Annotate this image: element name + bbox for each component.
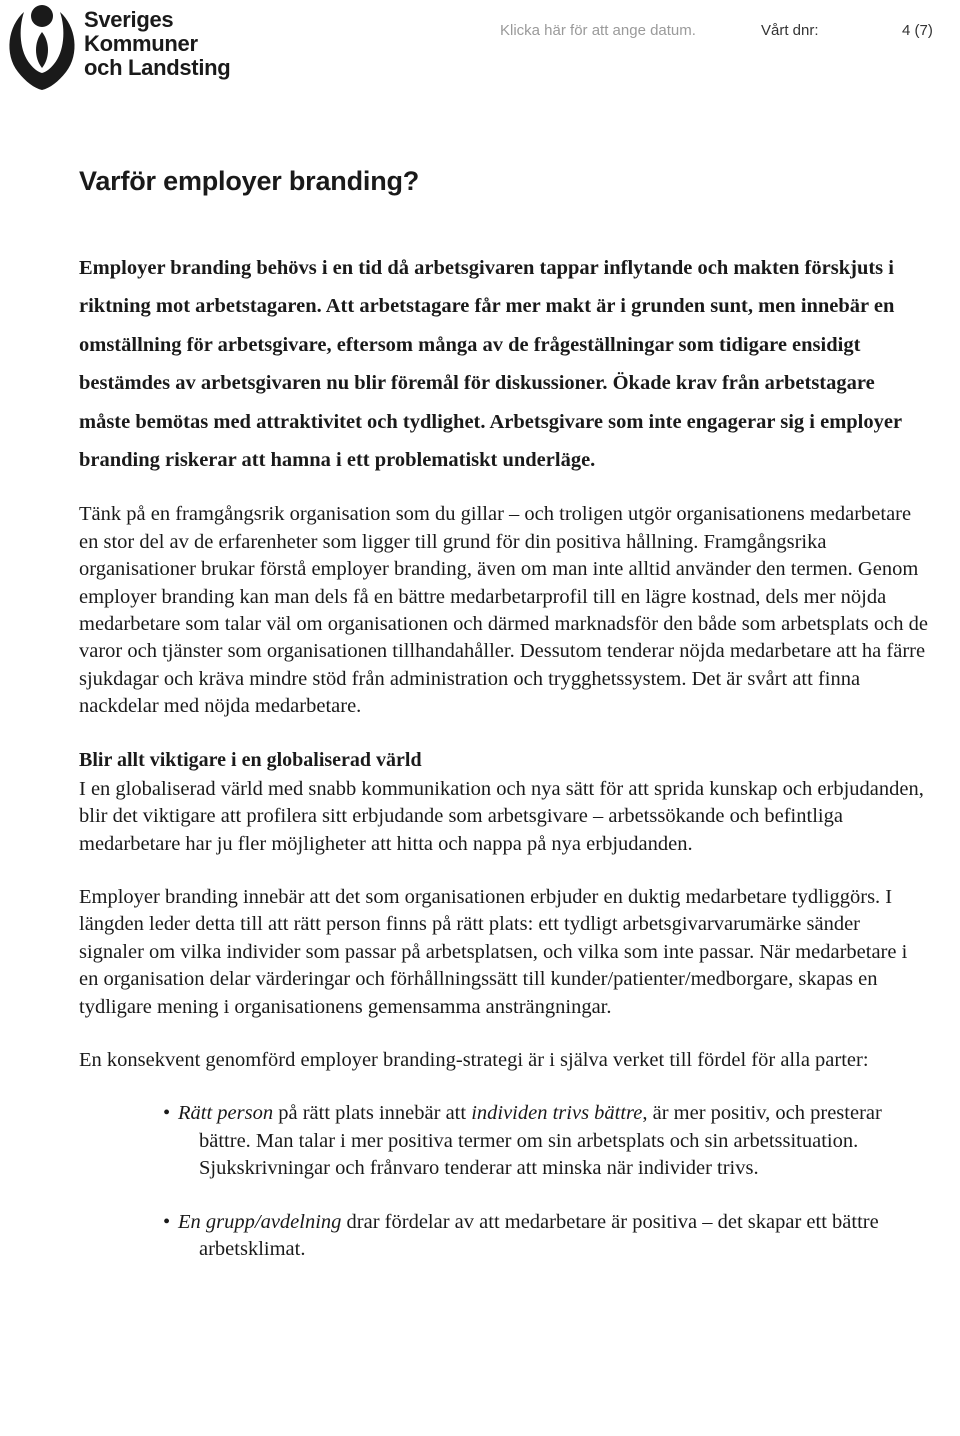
bullet-icon: • (163, 1210, 171, 1233)
bullet-icon: • (163, 1102, 171, 1125)
bullet-text: drar fördelar av att medarbetare är positiva – det skapar ett bättre arbetsklimat. (199, 1210, 879, 1260)
logo-figure-icon (4, 2, 80, 92)
date-field[interactable]: Klicka här för att ange datum. (500, 22, 696, 39)
list-item (163, 1209, 929, 1264)
logo-line-1: Sveriges (84, 7, 174, 32)
diary-number-label: Vårt dnr: (761, 22, 819, 39)
bullet-text: på rätt plats innebär att (273, 1102, 472, 1125)
bullet-list (79, 1100, 929, 1263)
bullet-text: , är mer positiv, och presterar bättre. Man talar i mer positiva termer om sin arbetsplats och sin arbetssituation. Sjukskrivningar och frånvaro tenderar att minska när individer trivs. (199, 1102, 882, 1180)
logo-line-3: och Landsting (84, 55, 231, 80)
paragraph-4: En konsekvent genomförd employer branding-strategi är i själva verket till fördel för alla parter: (79, 1048, 869, 1071)
paragraph-3: Employer branding innebär att det som organisationen erbjuder en duktig medarbetare tydliggörs. I längden leder detta till att rätt person finns på rätt plats: ett tydligt arbetsgivarvarumärke sänder signaler om vilka individer som passar på arbetsplatsen, och vilka som inte passar. När medarbetare i en organisation delar värderingar och förhållningssätt till kunder/patienter/medborgare, skapas en tydligare mening i organisationens gemensamma ansträngningar. (79, 885, 908, 1018)
paragraph-1: Tänk på en framgångsrik organisation som du gillar – och troligen utgör organisationens medarbetare en stor del av de erfarenheter som ligger till grund för din positiva hållning. Framgångsrika organisationer brukar förstå employer branding, även om man inte alltid använder den termen. Genom employer branding kan man dels få en bättre medarbetarprofil till en lägre kostnad, dels mer nöjda medarbetare som talar väl om organisationen och därmed marknadsför den både som arbetsplats och de varor och tjänster som organisationen tillhandahåller. Dessutom tenderar nöjda medarbetare att ha färre sjukdagar och kräva mindre stöd från administration och trygghetssystem. Det är svårt att finna nackdelar med nöjda medarbetare. (79, 503, 928, 718)
bullet-lead: Rätt person (178, 1102, 274, 1125)
paragraph-2: I en globaliserad värld med snabb kommunikation och nya sätt för att sprida kunskap och erbjudanden, blir det viktigare att profilera sitt erbjudande som arbetsgivare – arbetssökande och befintliga medarbetare har ju fler möjligheter att hitta och nappa på nya erbjudanden. (79, 777, 924, 855)
list-item (163, 1100, 929, 1182)
page-number: 4 (7) (902, 22, 933, 39)
bullet-lead: En grupp/avdelning (178, 1210, 342, 1233)
intro-paragraph: Employer branding behövs i en tid då arbetsgivaren tappar inflytande och makten förskjuts i riktning mot arbetstagaren. Att arbetstagare får mer makt är i grunden sunt, men innebär en omställning för arbetsgivare, eftersom många av de frågeställningar som tidigare ensidigt bestämdes av arbetsgivaren nu blir föremål för diskussioner. Ökade krav från arbetstagare måste bemötas med attraktivitet och tydlighet. Arbetsgivare som inte engagerar sig i employer branding riskerar att hamna i ett problematiskt underläge. (79, 257, 902, 472)
section-heading: Blir allt viktigare i en globaliserad värld (79, 748, 422, 771)
document-body (79, 166, 929, 1289)
logo-line-2: Kommuner (84, 31, 198, 56)
skl-logo (4, 2, 234, 94)
page-header (0, 0, 960, 100)
bullet-emphasis: individen trivs bättre (471, 1102, 643, 1125)
page-title: Varför employer branding? (79, 166, 420, 196)
